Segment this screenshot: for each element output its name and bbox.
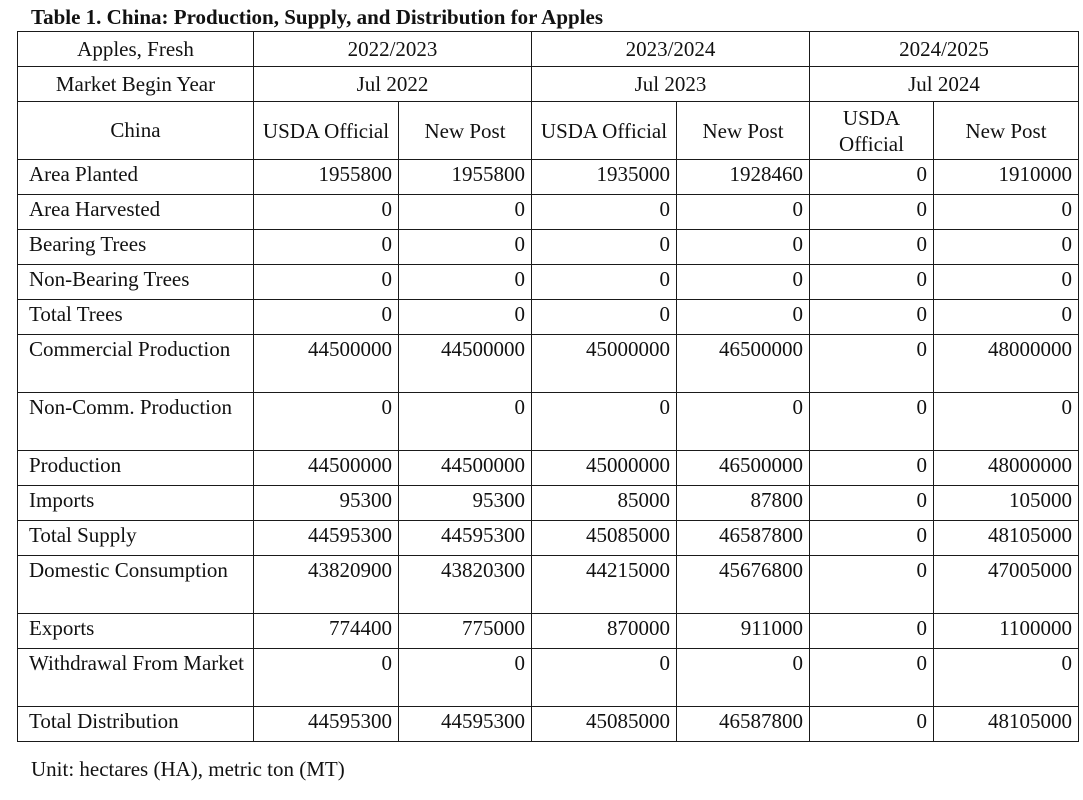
table-row [18,265,1079,300]
usda-official-header: USDA Official [810,102,934,160]
value-cell: 1928460 [677,160,810,195]
value-cell: 0 [810,521,934,556]
row-label: Total Trees [18,300,254,335]
value-cell: 46500000 [677,451,810,486]
new-post-header: New Post [399,102,532,160]
row-label: Commercial Production [18,335,254,393]
value-cell: 45085000 [532,521,677,556]
value-cell: 95300 [254,486,399,521]
table-row [18,486,1079,521]
value-cell: 44500000 [399,451,532,486]
value-cell: 46587800 [677,521,810,556]
value-cell: 0 [677,393,810,451]
value-cell: 87800 [677,486,810,521]
value-cell: 43820900 [254,556,399,614]
value-cell: 0 [254,649,399,707]
value-cell: 0 [532,649,677,707]
table-row [18,393,1079,451]
value-cell: 1955800 [399,160,532,195]
value-cell: 0 [934,230,1079,265]
value-cell: 0 [399,195,532,230]
new-post-header: New Post [934,102,1079,160]
value-cell: 0 [677,300,810,335]
table-row [18,614,1079,649]
value-cell: 0 [677,649,810,707]
value-cell: 95300 [399,486,532,521]
table-row [18,451,1079,486]
value-cell: 0 [399,265,532,300]
table-row [18,649,1079,707]
table-row [18,707,1079,742]
row-label: Non-Bearing Trees [18,265,254,300]
begin-date: Jul 2024 [810,67,1079,102]
row-label: Withdrawal From Market [18,649,254,707]
table-row [18,556,1079,614]
value-cell: 0 [399,649,532,707]
begin-date: Jul 2022 [254,67,532,102]
value-cell: 0 [810,451,934,486]
row-label: Non-Comm. Production [18,393,254,451]
value-cell: 0 [810,160,934,195]
value-cell: 0 [934,393,1079,451]
value-cell: 0 [810,230,934,265]
begin-date: Jul 2023 [532,67,810,102]
value-cell: 48105000 [934,707,1079,742]
value-cell: 48000000 [934,451,1079,486]
value-cell: 45676800 [677,556,810,614]
value-cell: 48105000 [934,521,1079,556]
psd-table [17,31,1079,742]
value-cell: 0 [254,230,399,265]
value-cell: 0 [254,195,399,230]
value-cell: 85000 [532,486,677,521]
country-header: China [18,102,254,160]
value-cell: 0 [810,300,934,335]
value-cell: 911000 [677,614,810,649]
table-row [18,160,1079,195]
value-cell: 0 [810,335,934,393]
row-label: Area Harvested [18,195,254,230]
value-cell: 0 [810,486,934,521]
new-post-header: New Post [677,102,810,160]
value-cell: 44595300 [399,521,532,556]
value-cell: 44595300 [254,707,399,742]
year-header: 2024/2025 [810,32,1079,67]
unit-note: Unit: hectares (HA), metric ton (MT) [31,757,345,781]
value-cell: 48000000 [934,335,1079,393]
value-cell: 0 [810,707,934,742]
value-cell: 44595300 [399,707,532,742]
table-row [18,195,1079,230]
row-label: Imports [18,486,254,521]
value-cell: 870000 [532,614,677,649]
value-cell: 0 [810,195,934,230]
value-cell: 46587800 [677,707,810,742]
value-cell: 44500000 [399,335,532,393]
value-cell: 0 [810,265,934,300]
value-cell: 46500000 [677,335,810,393]
value-cell: 775000 [399,614,532,649]
header-row-sources [18,102,1079,160]
header-row-years [18,32,1079,67]
value-cell: 0 [934,300,1079,335]
value-cell: 0 [532,265,677,300]
value-cell: 1910000 [934,160,1079,195]
row-label: Bearing Trees [18,230,254,265]
value-cell: 0 [810,649,934,707]
value-cell: 0 [934,265,1079,300]
value-cell: 0 [677,195,810,230]
value-cell: 0 [810,393,934,451]
table-caption: Table 1. China: Production, Supply, and Distribution for Apples [31,5,604,29]
value-cell: 774400 [254,614,399,649]
value-cell: 0 [399,230,532,265]
value-cell: 1100000 [934,614,1079,649]
value-cell: 45000000 [532,335,677,393]
value-cell: 1935000 [532,160,677,195]
row-label: Area Planted [18,160,254,195]
value-cell: 44500000 [254,335,399,393]
row-label: Domestic Consumption [18,556,254,614]
commodity-header: Apples, Fresh [18,32,254,67]
value-cell: 105000 [934,486,1079,521]
year-header: 2022/2023 [254,32,532,67]
market-begin-header: Market Begin Year [18,67,254,102]
value-cell: 43820300 [399,556,532,614]
value-cell: 0 [399,300,532,335]
row-label: Exports [18,614,254,649]
value-cell: 0 [934,195,1079,230]
value-cell: 0 [810,556,934,614]
value-cell: 44215000 [532,556,677,614]
value-cell: 47005000 [934,556,1079,614]
table-row [18,335,1079,393]
value-cell: 1955800 [254,160,399,195]
value-cell: 45085000 [532,707,677,742]
value-cell: 0 [532,230,677,265]
value-cell: 45000000 [532,451,677,486]
value-cell: 0 [677,265,810,300]
row-label: Production [18,451,254,486]
value-cell: 0 [399,393,532,451]
value-cell: 44595300 [254,521,399,556]
row-label: Total Supply [18,521,254,556]
table-row [18,300,1079,335]
value-cell: 0 [532,393,677,451]
value-cell: 0 [810,614,934,649]
value-cell: 0 [677,230,810,265]
usda-official-header: USDA Official [532,102,677,160]
year-header: 2023/2024 [532,32,810,67]
value-cell: 0 [532,195,677,230]
header-row-begin [18,67,1079,102]
value-cell: 0 [532,300,677,335]
table-row [18,521,1079,556]
value-cell: 0 [254,265,399,300]
value-cell: 44500000 [254,451,399,486]
value-cell: 0 [254,393,399,451]
value-cell: 0 [254,300,399,335]
row-label: Total Distribution [18,707,254,742]
value-cell: 0 [934,649,1079,707]
table-row [18,230,1079,265]
usda-official-header: USDA Official [254,102,399,160]
